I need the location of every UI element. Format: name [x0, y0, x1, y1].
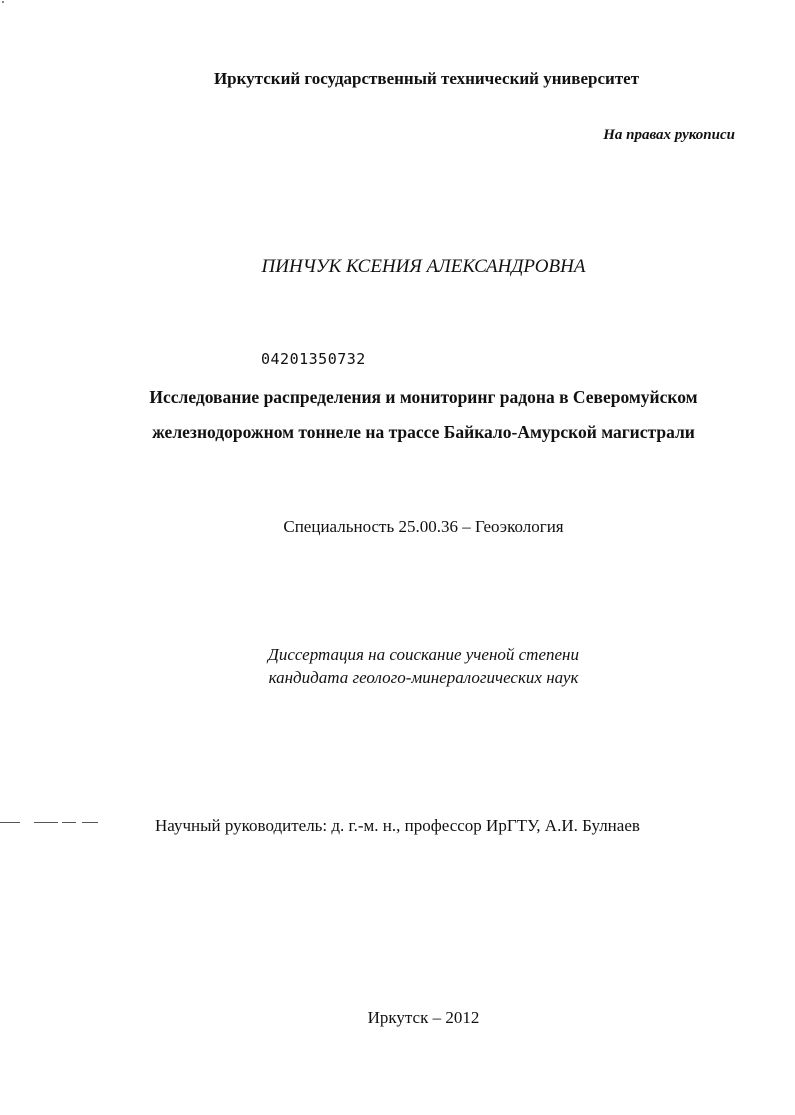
manuscript-note: На правах рукописи: [603, 127, 735, 143]
catalog-code: 04201350732: [261, 350, 366, 368]
margin-dash-mark: [0, 822, 100, 824]
scan-artifact-dot: [2, 1, 4, 3]
specialty: Специальность 25.00.36 – Геоэкология: [283, 517, 564, 536]
scientific-supervisor: Научный руководитель: д. г.-м. н., профессор ИрГТУ, А.И. Булнаев: [155, 816, 640, 835]
degree-line-1: Диссертация на соискание ученой степени: [268, 645, 579, 664]
city-year: Иркутск – 2012: [367, 1008, 480, 1027]
dissertation-title-line-1: Исследование распределения и мониторинг радона в Северомуйском: [149, 387, 698, 407]
degree-line-2: кандидата геолого-минералогических наук: [268, 668, 579, 687]
university-name: Иркутский государственный технический университет: [213, 69, 640, 88]
dissertation-title-line-2: железнодорожном тоннеле на трассе Байкало-Амурской магистрали: [152, 422, 695, 442]
author-name: ПИНЧУК КСЕНИЯ АЛЕКСАНДРОВНА: [261, 256, 586, 277]
